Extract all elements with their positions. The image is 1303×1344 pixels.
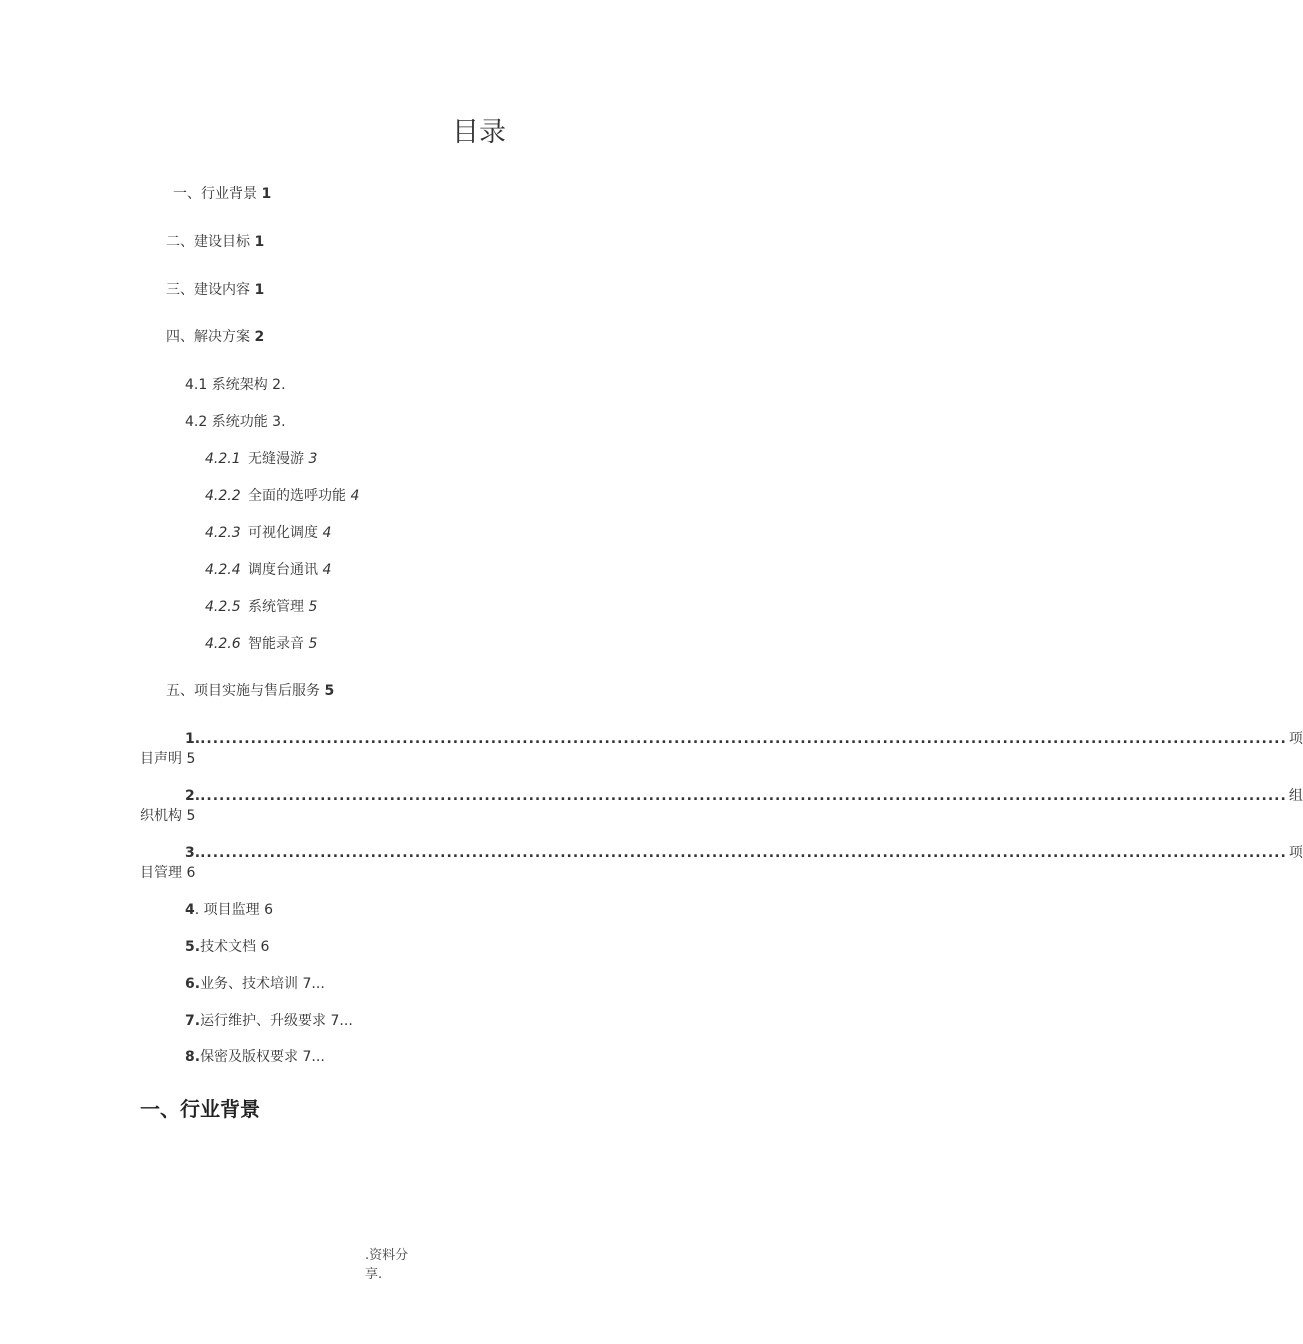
toc-entry-4-2[interactable]	[185, 411, 286, 431]
toc-entry-5-4[interactable]	[185, 899, 273, 919]
toc-label-continuation[interactable]: 织机构 5	[140, 808, 196, 824]
toc-entry-5-1[interactable]	[185, 728, 1303, 748]
toc-label: 智能录音	[248, 636, 304, 652]
toc-entry-3[interactable]	[166, 279, 264, 299]
toc-label: 业务、技术培训 7...	[200, 976, 325, 992]
toc-label: 无缝漫游	[248, 451, 304, 467]
toc-entry-5-5[interactable]	[185, 936, 269, 956]
toc-number: 4.2.3	[205, 525, 241, 541]
toc-label: 全面的选呼功能	[248, 488, 346, 504]
toc-number: 7.	[185, 1013, 201, 1029]
toc-entry-5-3[interactable]	[185, 842, 1303, 862]
toc-page: 1	[254, 282, 265, 298]
toc-page: 3.	[272, 414, 286, 430]
toc-label: . 项目监理 6	[194, 902, 274, 918]
toc-entry-4-2-4[interactable]	[205, 559, 331, 579]
toc-label: 4.1 系统架构	[185, 377, 268, 393]
toc-number: 8.	[185, 1049, 201, 1065]
toc-entry-4-2-2[interactable]	[205, 485, 359, 505]
toc-number: 4.2.2	[205, 488, 241, 504]
toc-entry-4[interactable]	[166, 326, 264, 346]
toc-number: 4	[185, 902, 195, 918]
toc-page: 4	[322, 562, 332, 578]
toc-leader-dots: ............................................................................................................................................................................	[200, 845, 1287, 861]
toc-page: 5	[308, 599, 318, 615]
toc-number: 1.	[185, 731, 201, 747]
toc-number: 4.2.4	[205, 562, 241, 578]
toc-page: 4	[350, 488, 360, 504]
toc-label: 三、建设内容	[166, 282, 250, 298]
toc-label: 系统管理	[248, 599, 304, 615]
toc-number: 2.	[185, 788, 201, 804]
toc-number: 3.	[185, 845, 201, 861]
toc-page: 5	[324, 683, 335, 699]
toc-page: 1	[254, 234, 265, 250]
toc-label-start: 项	[1288, 731, 1303, 747]
toc-label: 4.2 系统功能	[185, 414, 268, 430]
toc-label: 四、解决方案	[166, 329, 250, 345]
toc-page: 2.	[272, 377, 286, 393]
toc-page: 5	[308, 636, 318, 652]
toc-number: 4.2.5	[205, 599, 241, 615]
toc-entry-5[interactable]	[166, 680, 334, 700]
toc-label: 二、建设目标	[166, 234, 250, 250]
toc-number: 6.	[185, 976, 201, 992]
toc-number: 4.2.6	[205, 636, 241, 652]
toc-entry-5-2[interactable]	[185, 785, 1303, 805]
toc-page: 3	[308, 451, 318, 467]
toc-entry-4-2-3[interactable]	[205, 522, 331, 542]
page-footer: .资料分享.	[365, 1248, 409, 1282]
toc-number: 5.	[185, 939, 201, 955]
toc-page: 2	[254, 329, 265, 345]
page-title: 目录	[452, 117, 506, 148]
toc-entry-1[interactable]	[173, 183, 271, 203]
toc-label: 调度台通讯	[248, 562, 318, 578]
toc-label: 运行维护、升级要求 7...	[200, 1013, 353, 1029]
section-heading: 一、行业背景	[140, 1097, 260, 1121]
toc-entry-4-1[interactable]	[185, 374, 286, 394]
toc-label-continuation[interactable]: 目声明 5	[140, 751, 196, 767]
toc-label: 可视化调度	[248, 525, 318, 541]
toc-entry-4-2-1[interactable]	[205, 448, 317, 468]
toc-entry-5-7[interactable]	[185, 1010, 353, 1030]
toc-label-start: 组	[1288, 788, 1303, 804]
toc-leader-dots: ............................................................................................................................................................................	[200, 731, 1287, 747]
toc-page: 4	[322, 525, 332, 541]
toc-entry-4-2-6[interactable]	[205, 633, 317, 653]
toc-entry-5-6[interactable]	[185, 973, 325, 993]
toc-entry-2[interactable]	[166, 231, 264, 251]
toc-entry-5-8[interactable]	[185, 1046, 325, 1066]
toc-label: 保密及版权要求 7...	[200, 1049, 325, 1065]
toc-page: 1	[261, 186, 272, 202]
toc-label-start: 项	[1288, 845, 1303, 861]
toc-entry-4-2-5[interactable]	[205, 596, 317, 616]
toc-label: 一、行业背景	[173, 186, 257, 202]
toc-label-continuation[interactable]: 目管理 6	[140, 865, 196, 881]
toc-leader-dots: ............................................................................................................................................................................	[200, 788, 1287, 804]
toc-label: 技术文档 6	[200, 939, 270, 955]
toc-number: 4.2.1	[205, 451, 241, 467]
toc-label: 五、项目实施与售后服务	[166, 683, 320, 699]
